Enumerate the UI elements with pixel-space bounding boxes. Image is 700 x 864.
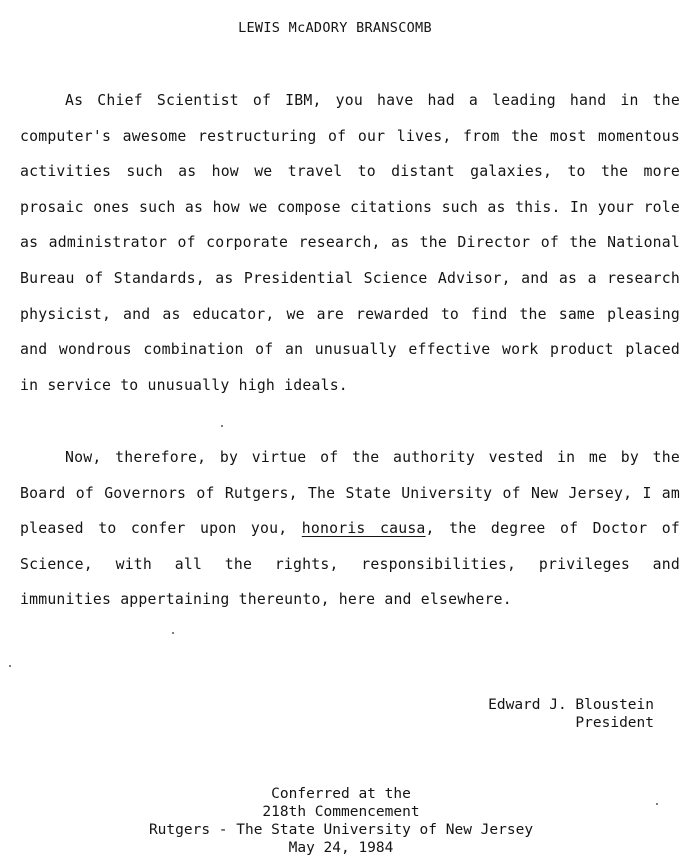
- citation-paragraph-1: As Chief Scientist of IBM, you have had a leading hand in the computer's awesome restructuring of our lives, from the most momentous activities such as how we travel to distant galaxies, to the more prosaic ones such as how we compose citations such as this. In your role as administrator of corporate research, as the Director of the National Bureau of Standards, as Presidential Science Advisor, and as a research physicist, and as educator, we are rewarded to find the same pleasing and wondrous combination of an unusually effective work product placed in service to unusually high ideals.: [20, 92, 680, 394]
- honoree-name: LEWIS McADORY BRANSCOMB: [238, 20, 432, 36]
- paragraph-2-before: Now, therefore, by virtue of the authority vested in me by the Board of Governors of Rutgers, The State University of New Jersey, I am pleased to confer upon you,: [20, 449, 680, 538]
- scan-speck: [221, 425, 223, 427]
- signer-name: Edward J. Bloustein: [488, 697, 654, 713]
- scan-speck: [656, 803, 658, 805]
- conferral-block: [0, 785, 682, 857]
- scan-speck: [9, 665, 11, 667]
- conferral-line-1: Conferred at the: [271, 786, 411, 802]
- scan-speck: [172, 632, 174, 634]
- signer-role: President: [575, 715, 654, 731]
- conferral-line-2: 218th Commencement: [262, 804, 420, 820]
- honoris-causa-emphasis: honoris causa: [301, 520, 426, 538]
- conferral-line-4: May 24, 1984: [288, 840, 394, 856]
- citation-paragraph-2: [20, 440, 680, 618]
- signature-block: [488, 696, 654, 732]
- conferral-line-3: Rutgers - The State University of New Jersey: [148, 822, 534, 838]
- paragraph-2-after: , the degree of Doctor of Science, with all the rights, responsibilities, privileges and immunities appertaining thereunto, here and elsewhere.: [20, 520, 680, 609]
